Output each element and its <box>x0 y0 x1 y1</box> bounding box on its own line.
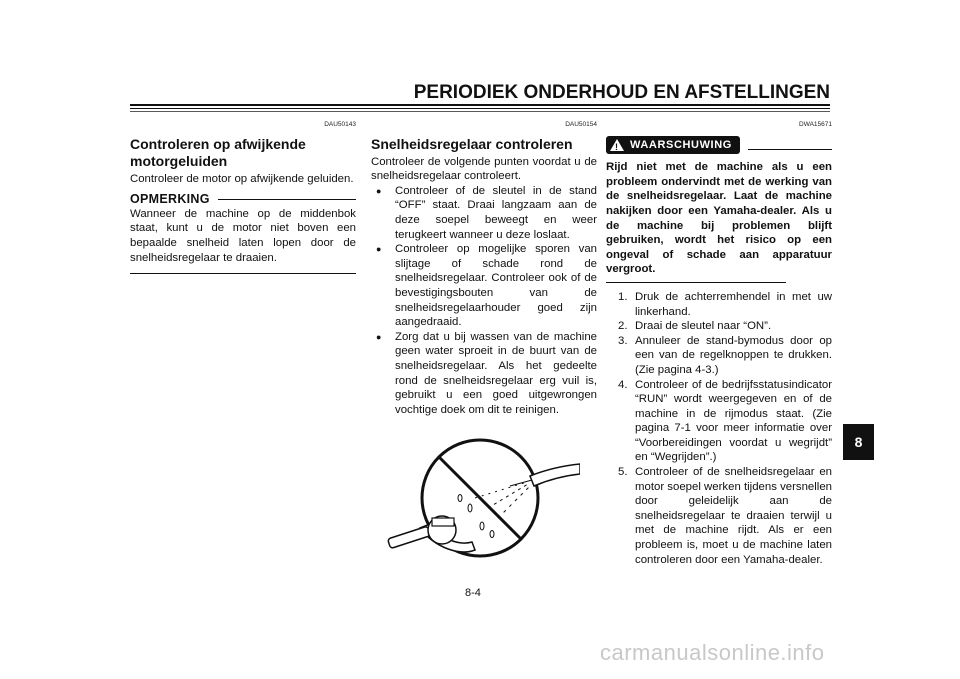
step-number: 5. <box>618 466 628 479</box>
warning-label: WAARSCHUWING <box>630 138 732 151</box>
section-title: Snelheidsregelaar controleren <box>371 135 573 152</box>
warning-badge <box>606 136 740 155</box>
warning-rule <box>748 149 832 150</box>
warning-text: Rijd niet met de machine als u een probleem ondervindt met de werking van de snelheidsregelaar. Laat de machine nakijken door een Yamaha-dealer. Als u de machine bij problemen blijft gebruiken, wordt het risico op een ongeval of schade aan apparatuur vergroot. <box>606 161 832 276</box>
list-item: ● Controleer of de sleutel in de stand “OFF” staat. Draai langzaam aan de deze soepel beweegt en weer terugkeert wanneer u deze loslaat. <box>371 184 597 242</box>
step-text: Annuleer de stand-bymodus door op een van de regelknoppen te drukken. (Zie pagina 4-3.) <box>635 334 832 376</box>
warning-triangle-icon <box>610 139 624 151</box>
step-number: 4. <box>618 378 628 391</box>
section-title: Controleren op afwijkende motorgeluiden <box>130 135 306 169</box>
step-number: 1. <box>618 290 628 303</box>
step-item <box>606 334 832 378</box>
note-text: Wanneer de machine op de middenbok staat, kunt u de motor niet boven een bepaalde snelheid laten lopen door de snelheidsregelaar te draaien. <box>130 207 356 264</box>
step-text: Draai de sleutel naar “ON”. <box>635 320 772 333</box>
note-heading <box>130 192 356 207</box>
header-rule <box>130 111 830 112</box>
note-end-rule <box>130 273 356 274</box>
page-header-title: PERIODIEK ONDERHOUD EN AFSTELLINGEN <box>413 82 830 103</box>
step-number: 2. <box>618 320 628 333</box>
step-item <box>606 319 832 334</box>
step-item <box>606 465 832 567</box>
step-text: Controleer of de snelheidsregelaar en motor soepel werken tijdens versnellen door geleidelijk aan de snelheidsregelaar te draaien terwijl u met de machine rijdt. Als er een probleem is, moet u de machine laten controleren door een Yamaha-dealer. <box>635 466 832 566</box>
watermark: carmanualsonline.info <box>600 640 825 665</box>
header-rule <box>130 108 830 109</box>
section-intro: Controleer de volgende punten voordat u de snelheidsregelaar controleert. <box>371 155 597 183</box>
list-item: ● Zorg dat u bij wassen van de machine geen water sproeit in de buurt van de snelheidsregelaar. Als het gedeelte rond de snelheidsregelaar erg vuil is, gebruikt u een goed uitgewrongen vochtige doek om dit te reinigen. <box>371 330 597 418</box>
section-code: DAU50154 <box>565 121 597 128</box>
section-code: DWA15671 <box>799 121 832 128</box>
warning-end-rule <box>606 282 786 283</box>
no-water-spray-illustration <box>380 438 580 568</box>
chapter-tab: 8 <box>843 424 874 460</box>
note-label: OPMERKING <box>130 192 210 207</box>
page-number: 8-4 <box>465 587 481 599</box>
check-list <box>371 184 597 418</box>
step-number: 3. <box>618 334 628 347</box>
column-right <box>606 118 832 567</box>
section-code: DAU50143 <box>324 121 356 128</box>
list-item: ● Controleer op mogelijke sporen van slijtage of schade rond de snelheidsregelaar. Controleer ook of de bevestigingsbouten van de snelheidsregelaarhouder goed zijn aangedraaid. <box>371 242 597 330</box>
section-body: Controleer de motor op afwijkende geluiden. <box>130 172 354 185</box>
warning-heading <box>606 136 832 155</box>
procedure-steps <box>606 290 832 567</box>
column-left <box>130 118 356 274</box>
column-middle <box>371 118 597 417</box>
step-item <box>606 290 832 319</box>
note-rule <box>218 199 356 200</box>
step-text: Controleer of de bedrijfsstatusindicator “RUN” wordt weergegeven en of de machine in de rijmodus staat. (Zie pagina 7-1 voor meer informatie over “Voorbereidingen voordat u wegrijdt” en “Wegrijden”.) <box>635 378 832 464</box>
step-item <box>606 378 832 466</box>
header-rule <box>130 104 830 106</box>
step-text: Druk de achterremhendel in met uw linkerhand. <box>635 290 832 318</box>
